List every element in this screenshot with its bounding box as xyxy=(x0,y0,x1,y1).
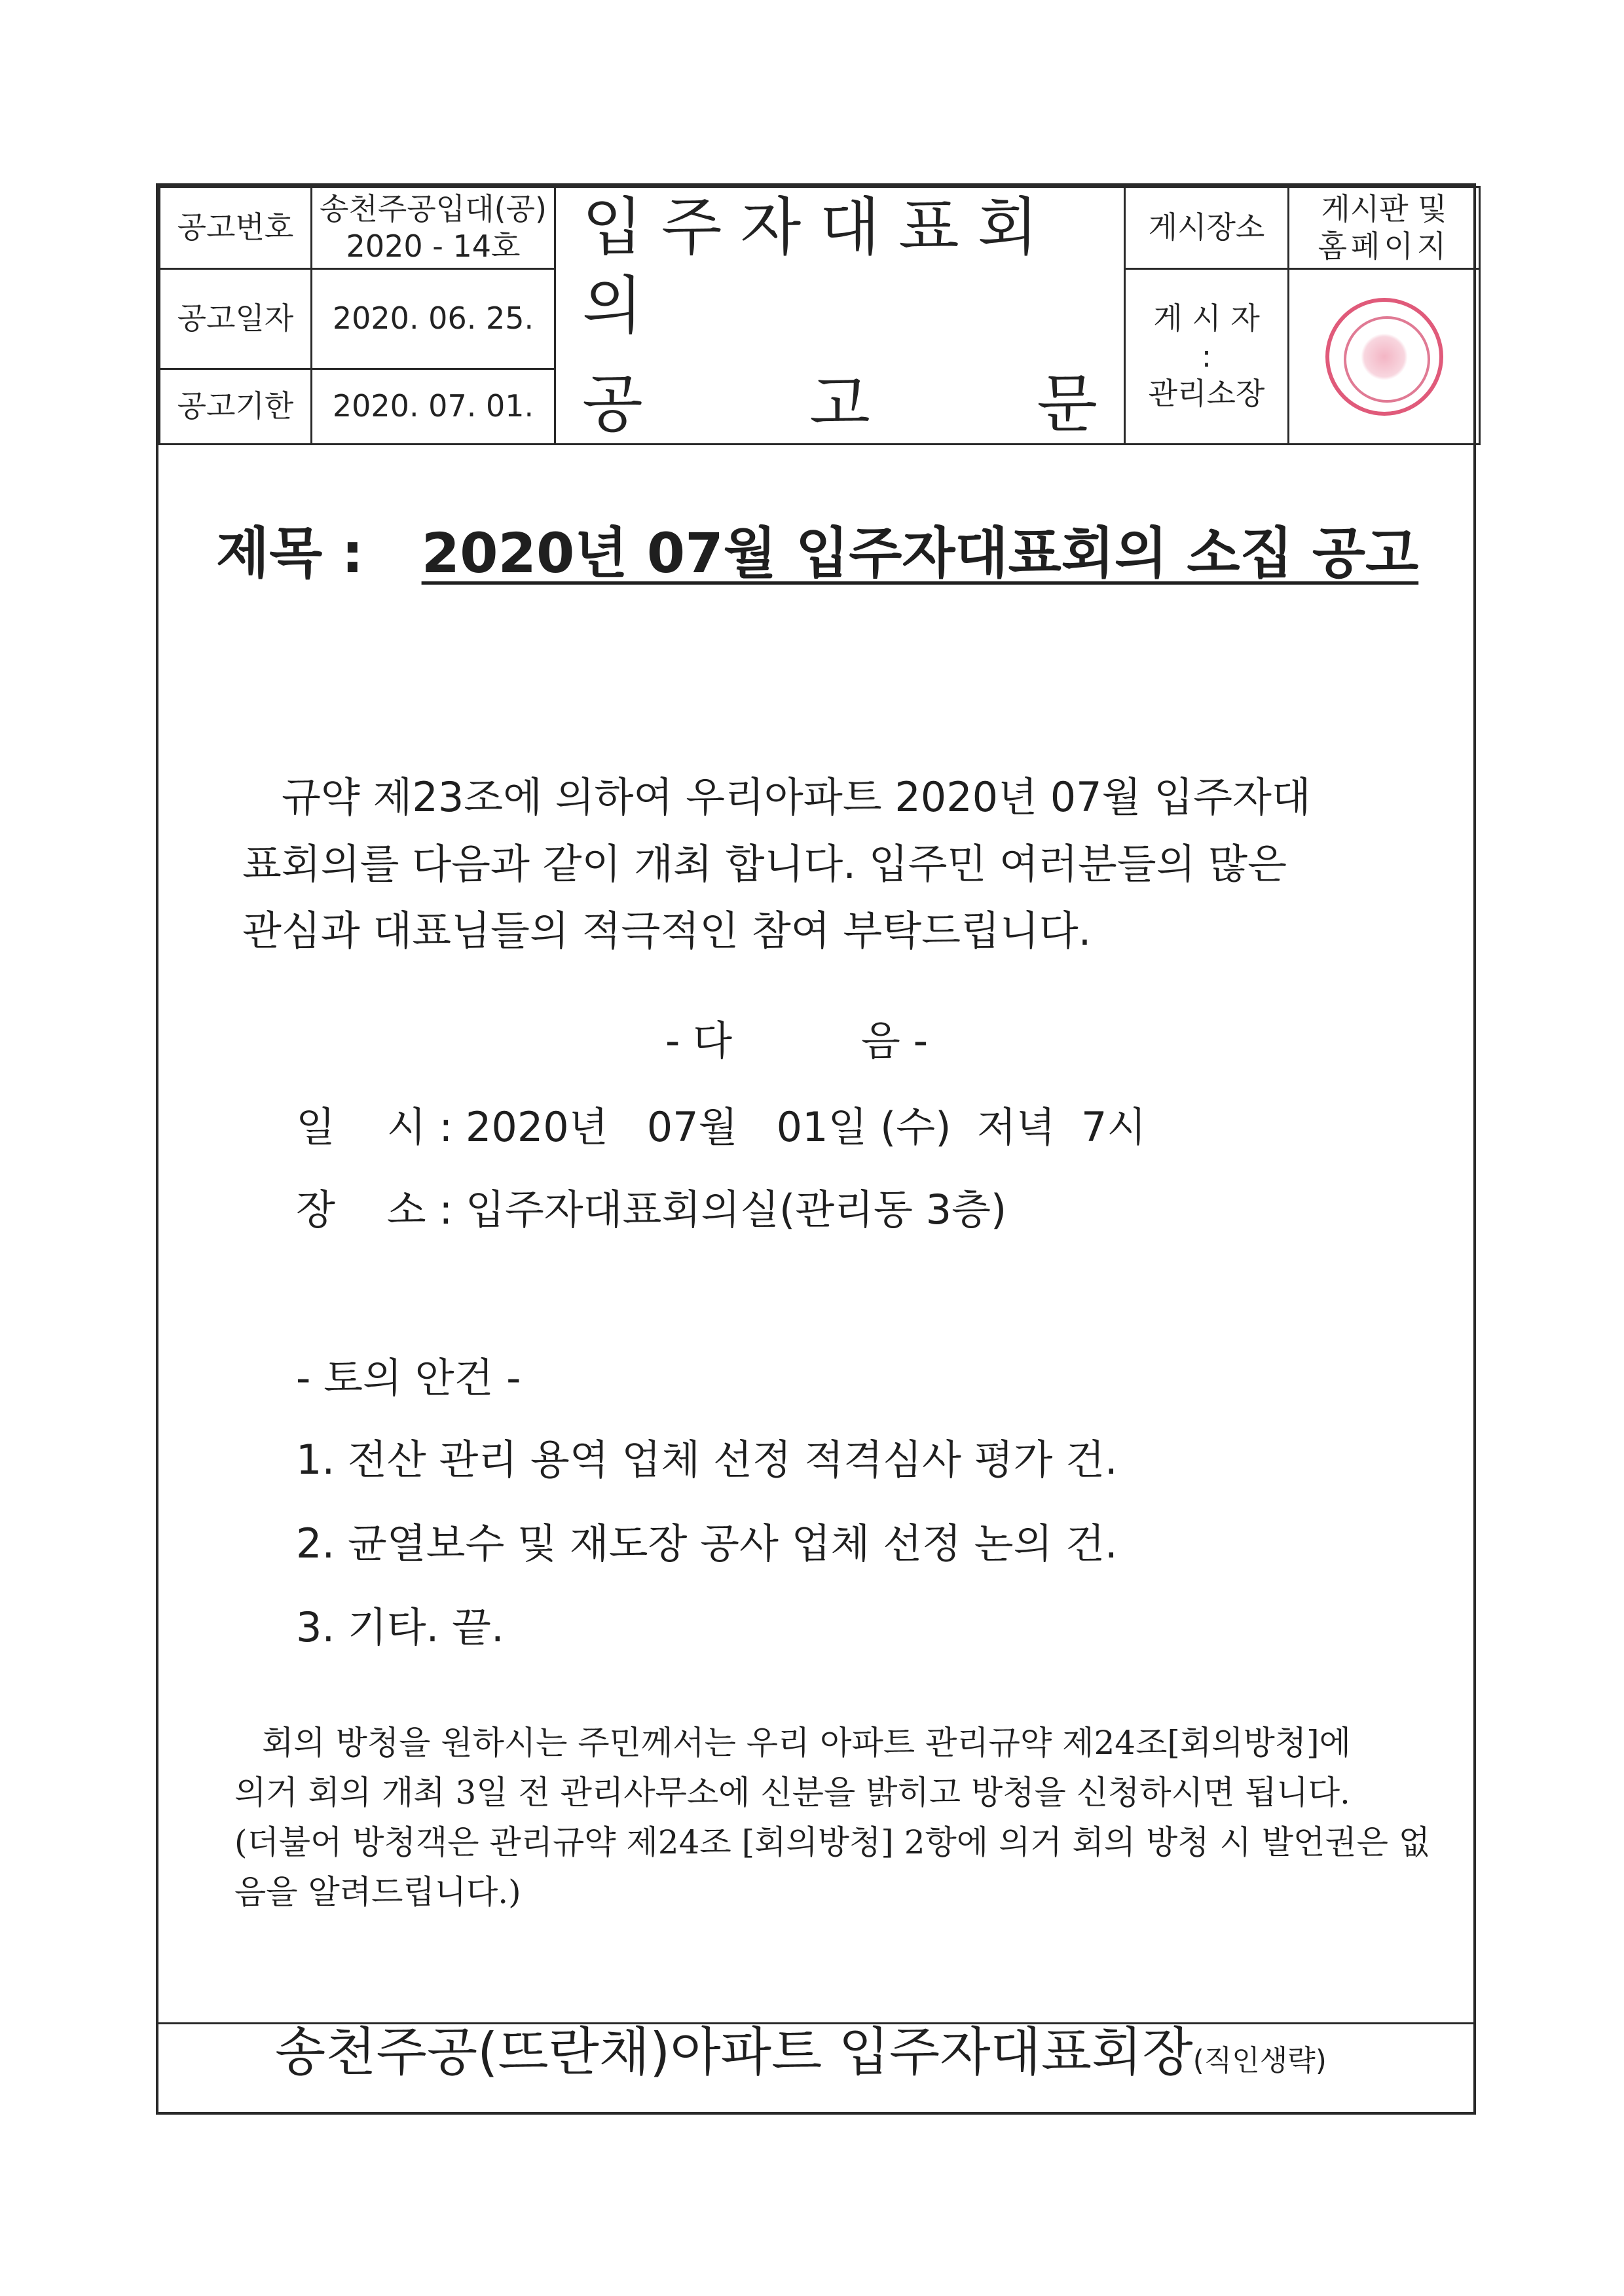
schedule-place: 장 소 : 입주자대표회의실(관리동 3층) xyxy=(296,1186,1007,1233)
deadline-value: 2020. 07. 01. xyxy=(312,369,555,445)
doc-title xyxy=(555,187,1125,445)
poster-label-line2: : xyxy=(1201,338,1212,374)
poster-label-line3: 관리소장 xyxy=(1148,376,1265,412)
note-line-3: (더불어 방청객은 관리규약 제24조 [회의방청] 2항에 의거 회의 방청 시 발언권은 없 xyxy=(234,1823,1431,1861)
intro-line-3: 관심과 대표님들의 적극적인 참여 부탁드립니다. xyxy=(242,907,1092,955)
posting-place-value xyxy=(1289,187,1480,269)
intro-line-1: 규약 제23조에 의하여 우리아파트 2020년 07월 입주자대 xyxy=(282,773,1311,821)
header-table xyxy=(158,186,1481,445)
official-seal-icon xyxy=(1325,298,1443,416)
next-heading: - 다 음 - xyxy=(665,1017,929,1065)
footer-signature xyxy=(275,2010,1327,2085)
intro-line-2: 표회의를 다음과 같이 개최 합니다. 입주민 여러분들의 많은 xyxy=(242,840,1287,888)
deadline-label: 공고기한 xyxy=(160,369,312,445)
posting-place-value-line2: 홈페이지 xyxy=(1318,228,1450,264)
agenda-heading: - 토의 안건 - xyxy=(296,1354,521,1402)
doc-title-line2 xyxy=(582,365,1124,443)
notice-no-value-line1: 송천주공입대(공) xyxy=(320,191,547,227)
posting-place-label: 게시장소 xyxy=(1125,187,1289,269)
doc-title-go: 고 xyxy=(809,367,870,441)
poster-label-line1: 게 시 자 xyxy=(1153,301,1260,337)
agenda-item-1: 1. 전산 관리 용역 업체 선정 적격심사 평가 건. xyxy=(296,1436,1118,1484)
notice-date-value: 2020. 06. 25. xyxy=(312,269,555,369)
notice-date-label: 공고일자 xyxy=(160,269,312,369)
stamp-cell xyxy=(1289,269,1480,445)
subject-title xyxy=(216,509,1418,589)
note-line-4: 음을 알려드립니다.) xyxy=(234,1873,521,1911)
doc-title-gong: 공 xyxy=(582,367,643,441)
seal-note: (직인생략) xyxy=(1192,2044,1327,2077)
notice-no-label: 공고번호 xyxy=(160,187,312,269)
poster-cell xyxy=(1125,269,1289,445)
subject-text: 2020년 07월 입주자대표회의 소집 공고 xyxy=(421,521,1419,585)
schedule-datetime: 일 시 : 2020년 07월 01일 (수) 저녁 7시 xyxy=(296,1103,1147,1151)
signature-text: 송천주공(뜨란채)아파트 입주자대표회장 xyxy=(275,2022,1193,2083)
doc-title-mun: 문 xyxy=(1037,367,1098,441)
note-line-2: 의거 회의 개최 3일 전 관리사무소에 신분을 밝히고 방청을 신청하시면 됩니다. xyxy=(234,1774,1350,1812)
posting-place-value-line1: 게시판 및 xyxy=(1321,191,1447,227)
notice-no-value-line2: 2020 - 14호 xyxy=(346,228,521,264)
note-line-1: 회의 방청을 원하시는 주민께서는 우리 아파트 관리규약 제24조[회의방청]에 xyxy=(262,1724,1351,1762)
doc-title-line1: 입주자대표회의 xyxy=(582,191,1057,342)
agenda-item-2: 2. 균열보수 및 재도장 공사 업체 선정 논의 건. xyxy=(296,1520,1118,1567)
subject-label: 제목 : xyxy=(216,521,364,585)
notice-no-value xyxy=(312,187,555,269)
agenda-item-3: 3. 기타. 끝. xyxy=(296,1603,504,1651)
